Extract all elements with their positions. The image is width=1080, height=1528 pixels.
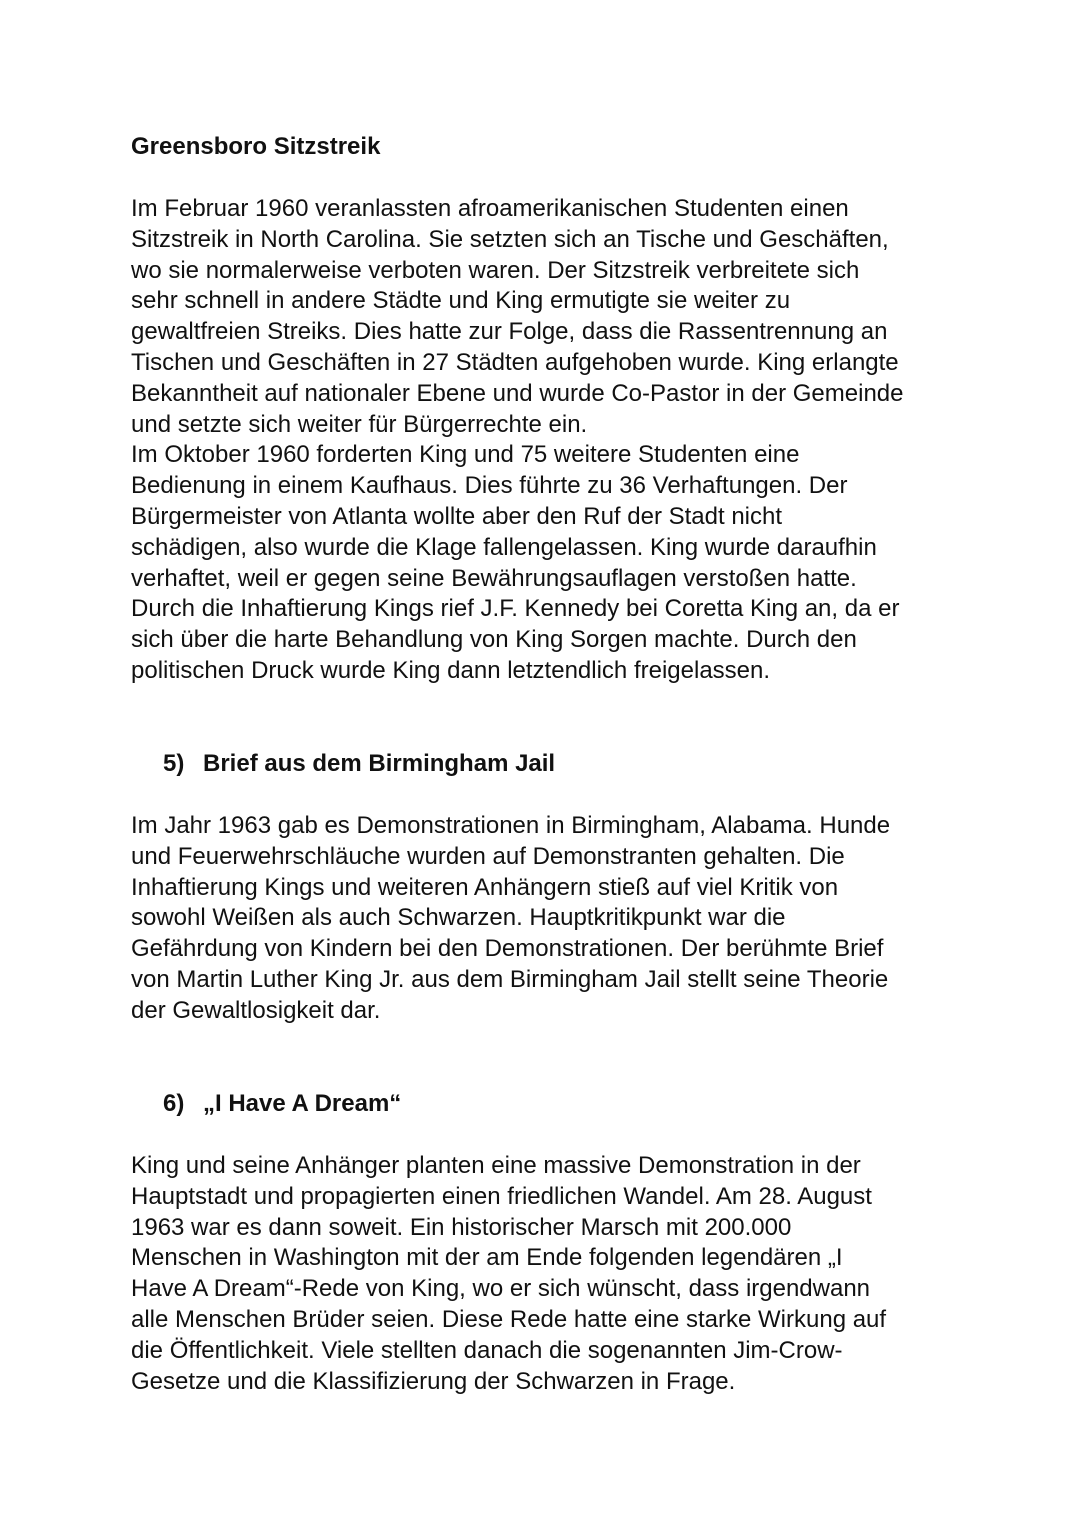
text-line: Gefährdung von Kindern bei den Demonstrationen. Der berühmte Brief — [131, 935, 884, 963]
text-line: gewaltfreien Streiks. Dies hatte zur Folge, dass die Rassentrennung an — [131, 318, 888, 346]
text-line: sehr schnell in andere Städte und King ermutigte sie weiter zu — [131, 287, 791, 315]
text-line: Bekanntheit auf nationaler Ebene und wurde Co-Pastor in der Gemeinde — [131, 379, 904, 407]
text-line: 1963 war es dann soweit. Ein historischer Marsch mit 200.000 — [131, 1213, 792, 1241]
heading-greensboro: Greensboro Sitzstreik — [131, 133, 381, 160]
text-line: Im Februar 1960 veranlassten afroamerikanischen Studenten einen — [131, 195, 849, 222]
text-line: schädigen, also wurde die Klage fallengelassen. King wurde daraufhin — [131, 533, 877, 561]
text-line: Durch die Inhaftierung Kings rief J.F. Kennedy bei Coretta King an, da er — [131, 595, 900, 623]
text-line: wo sie normalerweise verboten waren. Der Sitzstreik verbreitete sich — [131, 256, 860, 284]
section-title: „I Have A Dream“ — [203, 1090, 402, 1117]
text-line: der Gewaltlosigkeit dar. — [131, 996, 381, 1024]
section-number: 5) — [163, 750, 185, 777]
text-line: Bürgermeister von Atlanta wollte aber den Ruf der Stadt nicht — [131, 502, 783, 530]
text-line: alle Menschen Brüder seien. Diese Rede hatte eine starke Wirkung auf — [131, 1305, 887, 1333]
text-line: Tischen und Geschäften in 27 Städten aufgehoben wurde. King erlangte — [131, 348, 899, 376]
text-line: Hauptstadt und propagierten einen friedlichen Wandel. Am 28. August — [131, 1182, 872, 1210]
text-line: verhaftet, weil er gegen seine Bewährungsauflagen verstoßen hatte. — [131, 564, 857, 592]
text-line: politischen Druck wurde King dann letztendlich freigelassen. — [131, 656, 771, 684]
text-line: Sitzstreik in North Carolina. Sie setzten sich an Tische und Geschäften, — [131, 225, 889, 253]
paragraph-birmingham — [131, 811, 890, 1027]
text-line: sich über die harte Behandlung von King Sorgen machte. Durch den — [131, 626, 857, 654]
section-number: 6) — [163, 1090, 185, 1117]
text-line: Menschen in Washington mit der am Ende folgenden legendären „I — [131, 1244, 843, 1272]
paragraph-greensboro — [131, 194, 904, 687]
text-line: und Feuerwehrschläuche wurden auf Demonstranten gehalten. Die — [131, 842, 845, 870]
heading-dream — [163, 1089, 401, 1119]
text-line: Bedienung in einem Kaufhaus. Dies führte zu 36 Verhaftungen. Der — [131, 472, 848, 500]
text-line: King und seine Anhänger planten eine massive Demonstration in der — [131, 1152, 861, 1179]
text-line: Inhaftierung Kings und weiteren Anhängern stieß auf viel Kritik von — [131, 873, 839, 901]
section-title: Brief aus dem Birmingham Jail — [203, 750, 556, 777]
heading-birmingham — [163, 749, 555, 779]
text-line: Im Jahr 1963 gab es Demonstrationen in Birmingham, Alabama. Hunde — [131, 812, 891, 839]
text-line: Have A Dream“-Rede von King, wo er sich wünscht, dass irgendwann — [131, 1275, 871, 1303]
text-line: Gesetze und die Klassifizierung der Schwarzen in Frage. — [131, 1367, 736, 1395]
text-line: und setzte sich weiter für Bürgerrechte ein. — [131, 410, 588, 438]
text-line: die Öffentlichkeit. Viele stellten danach die sogenannten Jim-Crow- — [131, 1336, 843, 1364]
text-line: von Martin Luther King Jr. aus dem Birmingham Jail stellt seine Theorie — [131, 965, 889, 993]
text-line: Im Oktober 1960 forderten King und 75 weitere Studenten eine — [131, 441, 800, 469]
text-line: sowohl Weißen als auch Schwarzen. Hauptkritikpunkt war die — [131, 904, 786, 932]
paragraph-dream — [131, 1151, 886, 1397]
